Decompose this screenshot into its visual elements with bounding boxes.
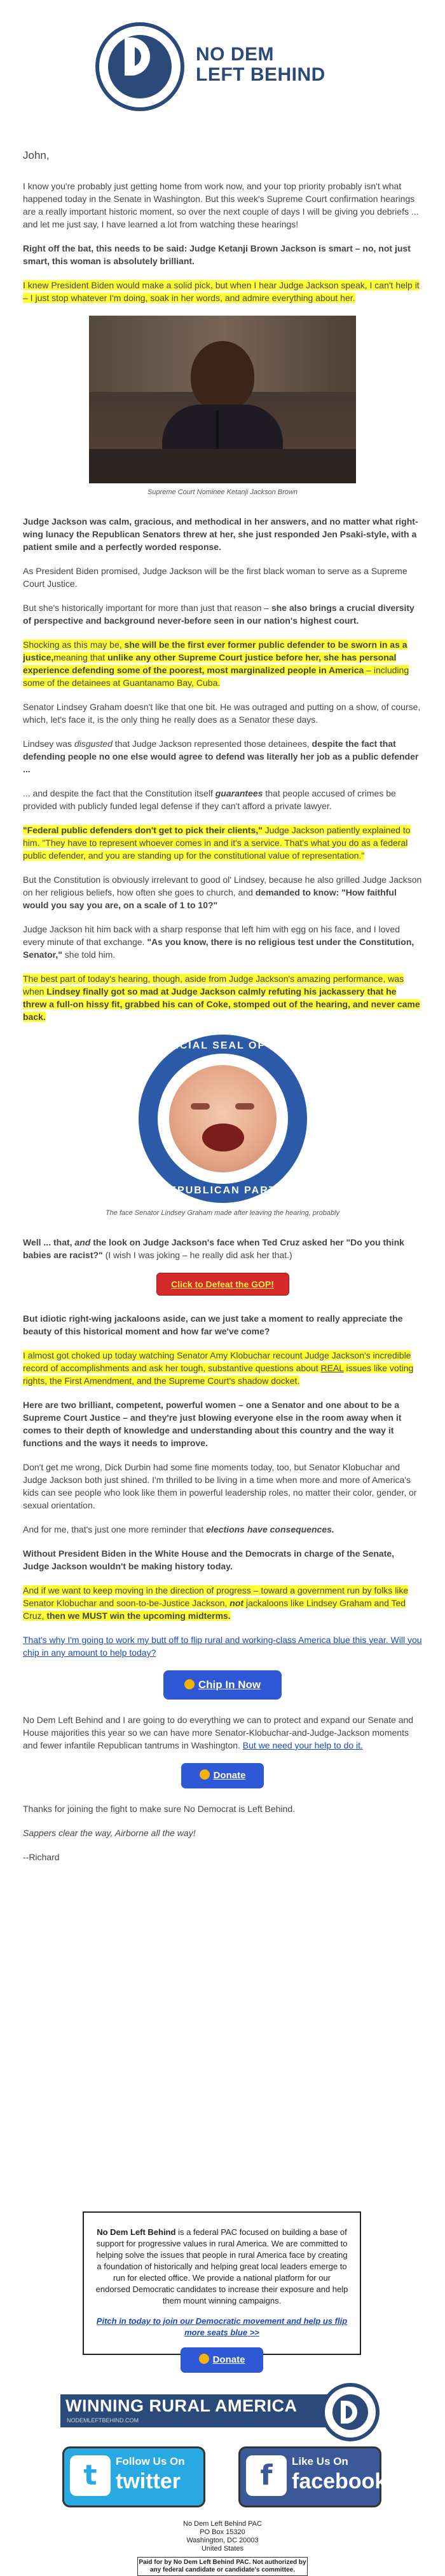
- paragraph-appreciate: But idiotic right-wing jackaloons aside, can we just take a moment to really appreciate the beauty of this historical moment and how far we've come?: [23, 1313, 403, 1336]
- paragraph-calm: Judge Jackson was calm, gracious, and methodical in her answers, and no matter what right-wing lunacy the Republican Senators threw at her, she just responded Jen Psaki-style, with a patient smile and a perfectly worded response.: [23, 516, 418, 552]
- coin-icon: [200, 1769, 210, 1780]
- facebook-like-button[interactable]: f Like Us On facebook: [238, 2446, 381, 2510]
- paragraph-biden: Without President Biden in the White House and the Democrats in charge of the Senate, Judge Jackson wouldn't be making history today.: [23, 1548, 395, 1571]
- box-donate-button[interactable]: Donate: [181, 2347, 263, 2373]
- paragraph-thanks: Thanks for joining the fight to make sure No Democrat is Left Behind.: [23, 1804, 295, 1814]
- paragraph-hissy-fit: The best part of today's hearing, though, aside from Judge Jackson's amazing performance, was when Lindsey finally got so mad at Judge Jackson calmly refuting his jackassery that he threw a full-on hissy fit, grabbed his can of Coke, stomped out of the hearing, and never came back.: [23, 974, 420, 1022]
- paragraph-constitution: ... and despite the fact that the Constitution itself guarantees that people accused of crimes be provided with publicly funded legal defense if they can't afford a private lawyer.: [23, 788, 396, 811]
- paragraph-graham: Senator Lindsey Graham doesn't like that one bit. He was outraged and putting on a show, of course, which, let's face it, is the only thing he really does as a Senator these days.: [23, 702, 421, 725]
- paragraph-egg: Judge Jackson hit him back with a sharp response that left him with egg on his face, and I loved every minute of that exchange. "As you know, there is no religious test under the Constitution, Senator," she told him.: [23, 924, 414, 960]
- signoff: --Richard: [23, 1852, 60, 1862]
- seal-caption: The face Senator Lindsey Graham made after leaving the hearing, probably: [105, 1209, 340, 1217]
- twitter-follow-button[interactable]: t Follow Us On twitter: [62, 2446, 205, 2510]
- paragraph-durbin: Don't get me wrong, Dick Durbin had some fine moments today, too, but Senator Klobuchar and Judge Jackson both just shined. I'm thrilled to be living in a time when more and more of America's kids can see people who look like them in powerful leadership roles, no matter their color, gender, or sexual orientation.: [23, 1462, 417, 1510]
- highlight-text: I knew President Biden would make a solid pick, but when I hear Judge Jackson speak, I can't help it – I just stop whatever I'm doing, soak in her words, and admire everything about her.: [23, 280, 420, 303]
- flip-rural-america-link[interactable]: That's why I'm going to work my butt off to flip rural and working-class America blue this year. Will you chip in any amount to help today?: [23, 1635, 422, 1658]
- mailing-address: No Dem Left Behind PAC PO Box 15320 Washington, DC 20003 United States: [183, 2520, 262, 2553]
- chip-in-now-button[interactable]: Chip In Now: [163, 1670, 282, 1700]
- paragraph-public-defender: Shocking as this may be, she will be the first ever former public defender to be sworn in as a justice,meaning that unlike any other Supreme Court justice before her, she has personal experience defending some of the poorest, most marginalized people in America – including some of the detainees at Guantanamo Bay, Cuba.: [23, 640, 409, 688]
- coin-icon: [184, 1679, 195, 1689]
- paragraph-disgusted: Lindsey was disgusted that Judge Jackson represented those detainees, despite the fact that defending people no one else would agree to defend was literally her job as a public defender ...: [23, 739, 419, 774]
- logo-title: [196, 44, 348, 85]
- coin-icon: [199, 2354, 209, 2364]
- paragraph-midterms: And if we want to keep moving in the direction of progress – toward a government run by folks like Senator Klobuchar and soon-to-be-Justice Jackson, not jackaloons like Lindsey Graham and Ted Cruz, then we MUST win the upcoming midterms.: [23, 1585, 409, 1621]
- facebook-icon: f: [246, 2455, 287, 2496]
- logo-line-1: NO DEM: [196, 44, 274, 65]
- winning-rural-america-banner[interactable]: [60, 2383, 381, 2441]
- donate-button[interactable]: Donate: [181, 1763, 264, 1788]
- seal-bottom-text: REPUBLICAN PARTY: [160, 1185, 285, 1196]
- paragraph-majorities: No Dem Left Behind and I are going to do everything we can to protect and expand our Senate and House majorities this year so we can have more Senator-Klobuchar-and-Judge-Jackson moments and fewer infantile Republican tantrums in Washington. But we need your help to do it.: [23, 1715, 414, 1750]
- paragraph-flip-link: [23, 1633, 422, 1659]
- seal-top-text: OFFICIAL SEAL OF THE: [151, 1040, 294, 1051]
- republican-seal-image: [139, 1035, 307, 1203]
- paragraph-klobuchar: I almost got choked up today watching Senator Amy Klobuchar recount Judge Jackson's incredible record of accomplishments and ask her tough, substantive questions about REAL issues like voting rights, the First Amendment, and the Supreme Court's shadow docket.: [23, 1350, 414, 1386]
- banner-title: WINNING RURAL AMERICA: [65, 2396, 298, 2415]
- paragraph-first-black-woman: As President Biden promised, Judge Jackson will be the first black woman to serve as a Supreme Court Justice.: [23, 566, 407, 589]
- need-your-help-link[interactable]: But we need your help to do it.: [242, 1740, 363, 1750]
- about-box: [83, 2211, 361, 2365]
- paragraph-diversity: But she's historically important for more than just that reason – she also brings a crucial diversity of perspective and background never-before seen in our nation's highest court.: [23, 603, 414, 626]
- pitch-in-link[interactable]: Pitch in today to join our Democratic movement and help us flip more seats blue >>: [96, 2316, 348, 2337]
- no-dem-left-behind-logo[interactable]: [95, 22, 350, 111]
- paragraph-sappers: Sappers clear the way, Airborne all the way!: [23, 1828, 196, 1838]
- about-text: No Dem Left Behind is a federal PAC focused on building a base of support for progressive values in rural America. We are committed to helping solve the issues that people in rural America face by creating a foundation of historically and helping great local leaders emerge to run for elected office. We provide a national platform for our endorsed Democratic candidates to increase their exposure and help them mount winning campaigns.: [95, 2227, 348, 2305]
- paid-for-by-disclaimer: Paid for by No Dem Left Behind PAC. Not authorized by any federal candidate or candidate's committee.: [137, 2557, 308, 2576]
- banner-d-icon: [321, 2383, 380, 2441]
- paragraph-elections: And for me, that's just one more reminder that elections have consequences.: [23, 1524, 334, 1534]
- email-body: [23, 149, 422, 1875]
- paragraph-admire: [23, 279, 422, 304]
- paragraph-quote: "Federal public defenders don't get to pick their clients," Judge Jackson patiently explained to him. "They have to represent whoever comes in and it's a service. That's what you do as a federal public defender, and you are standing up for the constitutional value of representation.": [23, 825, 411, 861]
- paragraph-ted-cruz: Well ... that, and the look on Judge Jackson's face when Ted Cruz asked her "Do you think babies are racist?" (I wish I was joking – he really did ask her that.): [23, 1237, 404, 1260]
- defeat-gop-button[interactable]: Click to Defeat the GOP!: [156, 1273, 289, 1296]
- logo-line-2: LEFT BEHIND: [196, 64, 325, 85]
- paragraph-brilliant: Right off the bat, this needs to be said: Judge Ketanji Brown Jackson is smart – no, not just smart, this woman is absolutely brilliant.: [23, 243, 411, 266]
- banner-subtitle: NODEMLEFTBEHIND.COM: [67, 2417, 139, 2424]
- logo-d-icon: [95, 22, 184, 111]
- paragraph-two-women: Here are two brilliant, competent, powerful women – one a Senator and one about to be a Supreme Court Justice – and they're just blowing everyone else in the room away when it comes to their depth of knowledge and understanding about this country and the way it functions and the ways it needs to improve.: [23, 1400, 402, 1448]
- paragraph-religion: But the Constitution is obviously irrelevant to good ol' Lindsey, because he also grilled Judge Jackson on her religious beliefs, how often she goes to church, and demanded to know: "How faithful would you say you are, on a scale of 1 to 10?": [23, 875, 422, 910]
- greeting: John,: [23, 149, 50, 161]
- photo-caption: Supreme Court Nominee Ketanji Jackson Brown: [147, 488, 298, 496]
- twitter-icon: t: [70, 2455, 111, 2496]
- paragraph-intro: I know you're probably just getting home from work now, and your top priority probably isn't what happened today in the Senate in Washington. But this week's Supreme Court confirmation hearings are a really important historic moment, so over the next couple of days I will be giving you debriefs ... and let me just say, I have learned a lot from watching these hearings!: [23, 181, 419, 229]
- jackson-photo: [89, 316, 356, 483]
